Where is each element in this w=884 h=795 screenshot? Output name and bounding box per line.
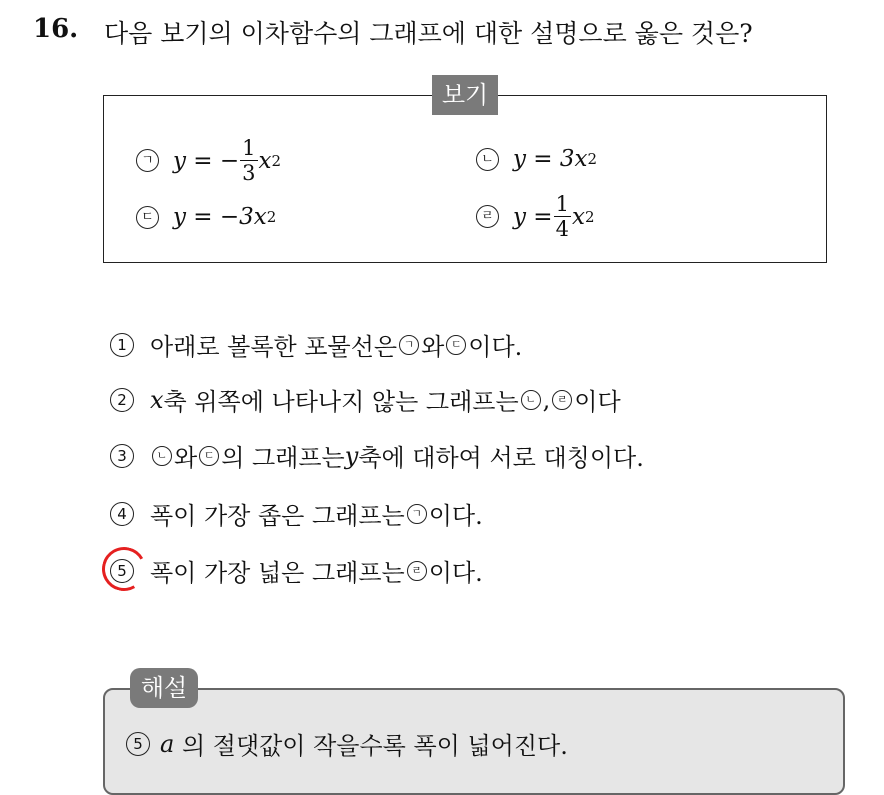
eq-exponent: 2 <box>584 207 595 226</box>
eq-exponent: 2 <box>271 151 282 170</box>
choice-number: 3 <box>110 444 134 468</box>
choice-5[interactable] <box>110 553 483 588</box>
eq-prefix: y = <box>513 203 553 230</box>
choice-text: 의 그래프는 <box>221 444 345 472</box>
haeseol-text <box>126 726 568 761</box>
haeseol-body: 의 절댓값이 작을수록 폭이 넓어진다. <box>174 732 568 760</box>
choice-text: 이다. <box>428 559 483 587</box>
marker-rieul: ㄹ <box>552 390 572 410</box>
eq-var: x <box>571 203 585 230</box>
marker-rieul: ㄹ <box>476 205 499 228</box>
haeseol-label: 해설 <box>130 668 198 708</box>
choice-number: 2 <box>110 388 134 412</box>
choice-text: 축에 대하여 서로 대칭이다. <box>358 444 644 472</box>
marker-rieul: ㄹ <box>407 561 427 581</box>
haeseol-var: a <box>160 729 175 758</box>
marker-digeut: ㄷ <box>136 206 159 229</box>
choice-number: 1 <box>110 333 134 357</box>
choice-2[interactable] <box>110 382 621 417</box>
choice-text: 이다 <box>574 388 621 416</box>
choice-text: 축 위쪽에 나타나지 않는 그래프는 <box>163 388 519 416</box>
choice-text: 와 <box>421 333 445 361</box>
choice-text: 와 <box>174 444 198 472</box>
choice-number: 4 <box>110 502 134 526</box>
haeseol-number: 5 <box>126 732 150 756</box>
fraction-denominator: 3 <box>242 161 256 185</box>
choice-3[interactable] <box>110 438 644 473</box>
marker-giyeok: ㄱ <box>399 335 419 355</box>
marker-digeut: ㄷ <box>199 446 219 466</box>
choice-1[interactable] <box>110 327 522 362</box>
marker-digeut: ㄷ <box>446 335 466 355</box>
marker-giyeok: ㄱ <box>407 504 427 524</box>
choice-4[interactable] <box>110 496 483 531</box>
bogi-item-2 <box>476 146 597 172</box>
choice-var: y <box>344 441 359 470</box>
eq-exponent: 2 <box>266 208 277 226</box>
choice-text: 이다. <box>428 502 483 530</box>
bogi-item-1 <box>136 136 281 185</box>
choice-text: 아래로 볼록한 포물선은 <box>150 333 398 361</box>
fraction <box>240 136 257 185</box>
eq-prefix: y = − <box>173 147 240 174</box>
fraction-denominator: 4 <box>555 217 569 241</box>
fraction-numerator: 1 <box>242 136 256 160</box>
choice-text: 폭이 가장 좁은 그래프는 <box>150 502 405 530</box>
fraction <box>554 192 571 241</box>
marker-giyeok: ㄱ <box>136 149 159 172</box>
eq-text: y = −3x <box>173 204 267 230</box>
marker-nieun: ㄴ <box>476 148 499 171</box>
choice-text: 이다. <box>468 333 523 361</box>
eq-exponent: 2 <box>587 150 598 168</box>
choice-text: 폭이 가장 넓은 그래프는 <box>150 559 405 587</box>
question-text: 다음 보기의 이차함수의 그래프에 대한 설명으로 옳은 것은? <box>104 19 753 48</box>
choice-var: x <box>150 385 164 414</box>
eq-text: y = 3x <box>513 146 588 172</box>
bogi-label: 보기 <box>432 75 498 115</box>
bogi-item-3 <box>136 204 276 230</box>
eq-var: x <box>258 147 272 174</box>
question-number: 16. <box>33 14 79 44</box>
marker-nieun: ㄴ <box>152 446 172 466</box>
fraction-numerator: 1 <box>555 192 569 216</box>
bogi-item-4 <box>476 192 594 241</box>
choice-text: , <box>542 385 551 414</box>
marker-nieun: ㄴ <box>521 390 541 410</box>
choice-number: 5 <box>110 559 134 583</box>
